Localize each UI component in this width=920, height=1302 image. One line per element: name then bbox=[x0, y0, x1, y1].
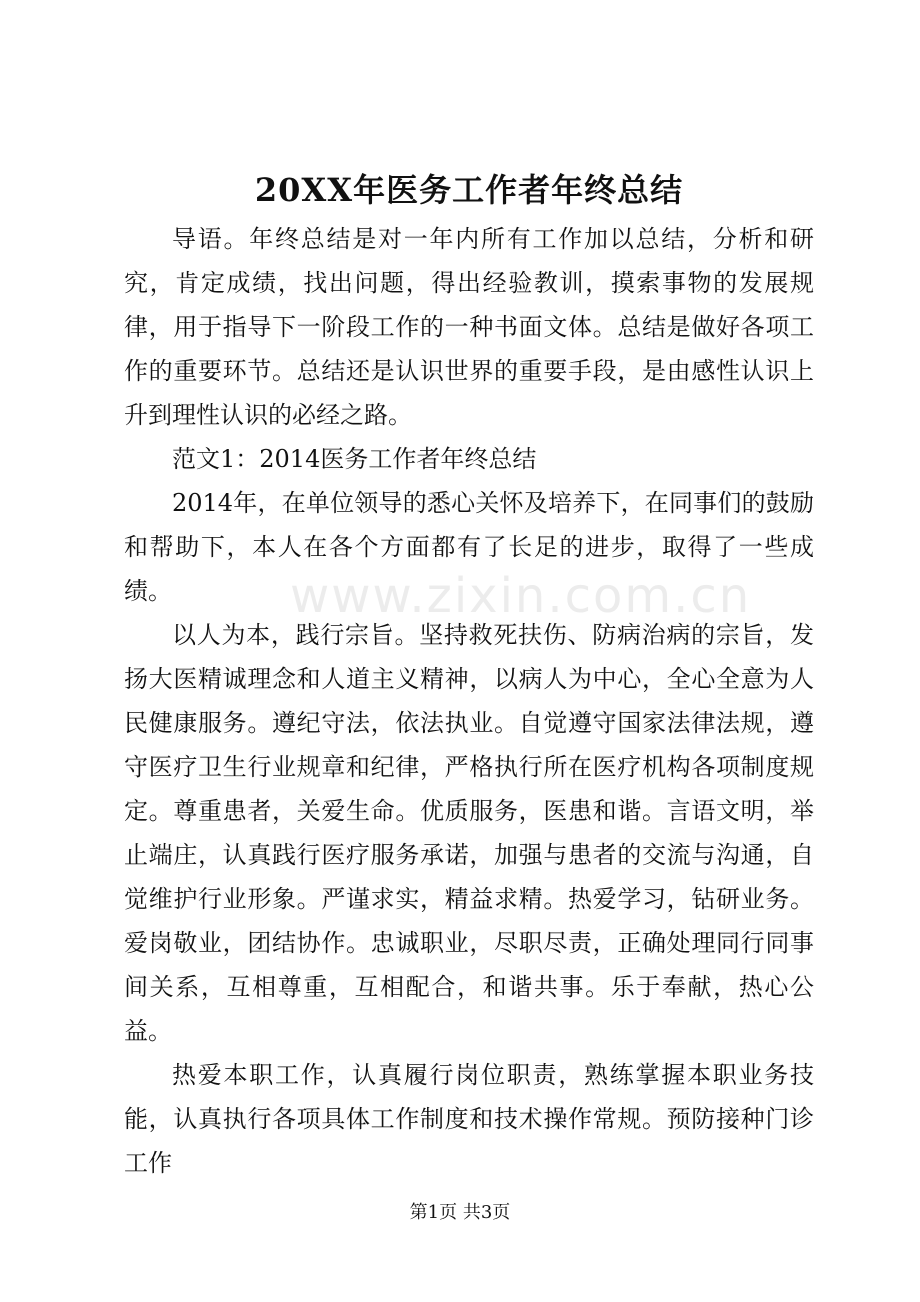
document-title: 20XX年医务工作者年终总结 bbox=[254, 171, 684, 209]
paragraph-duties: 热爱本职工作，认真履行岗位职责，熟练掌握本职业务技能，认真执行各项具体工作制度和技术操作常规。预防接种门诊工作 bbox=[124, 1061, 814, 1177]
paragraph-principles: 以人为本，践行宗旨。坚持救死扶伤、防病治病的宗旨，发扬大医精诚理念和人道主义精神，以病人为中心，全心全意为人民健康服务。遵纪守法，依法执业。自觉遵守国家法律法规，遵守医疗卫生行业规章和纪律，严格执行所在医疗机构各项制度规定。尊重患者，关爱生命。优质服务，医患和谐。言语文明，举止端庄，认真践行医疗服务承诺，加强与患者的交流与沟通，自觉维护行业形象。严谨求实，精益求精。热爱学习，钻研业务。爱岗敬业，团结协作。忠诚职业，尽职尽责，正确处理同行同事间关系，互相尊重，互相配合，和谐共事。乐于奉献，热心公益。 bbox=[124, 621, 814, 1045]
paragraph-2014-summary: 2014年，在单位领导的悉心关怀及培养下，在同事们的鼓励和帮助下，本人在各个方面都有了长足的进步，取得了一些成绩。 bbox=[124, 489, 814, 605]
document-body bbox=[124, 163, 814, 1185]
watermark-text: www.zixin.com.cn bbox=[290, 568, 752, 624]
page-footer: 第1页 共3页 bbox=[409, 1202, 511, 1223]
paragraph-sample-heading: 范文1：2014医务工作者年终总结 bbox=[172, 445, 537, 473]
paragraph-intro: 导语。年终总结是对一年内所有工作加以总结，分析和研究，肯定成绩，找出问题，得出经验教训，摸索事物的发展规律，用于指导下一阶段工作的一种书面文体。总结是做好各项工作的重要环节。总结还是认识世界的重要手段，是由感性认识上升到理性认识的必经之路。 bbox=[124, 225, 814, 429]
